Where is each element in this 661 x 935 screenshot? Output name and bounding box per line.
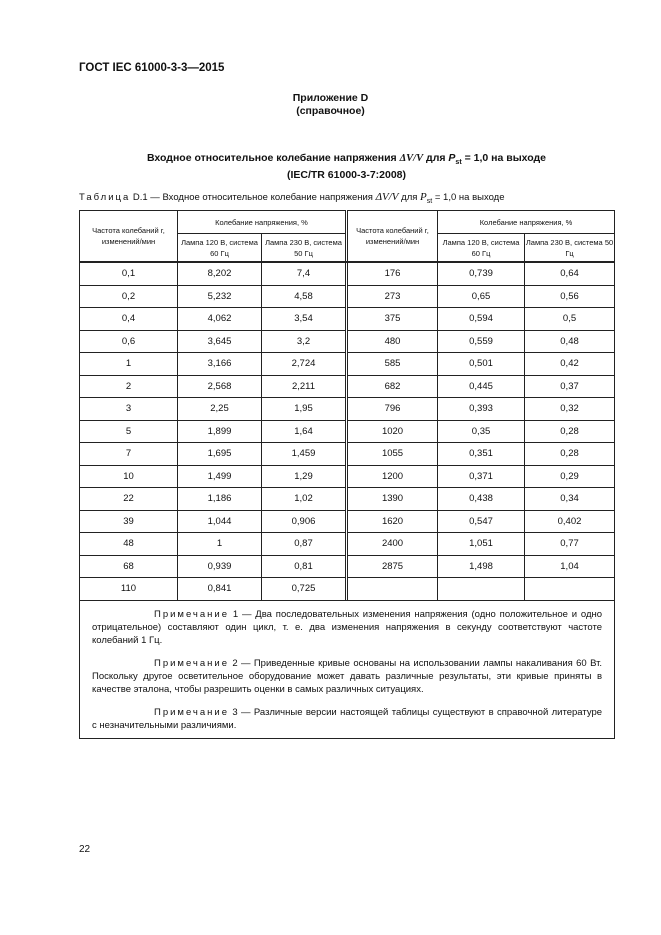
table-row [80, 465, 615, 488]
cell-frequency-right: 796 [348, 398, 438, 421]
cell-frequency-right: 480 [348, 330, 438, 353]
table-row [80, 285, 615, 308]
cell-frequency-left: 5 [80, 420, 178, 443]
cell-lamp120-right: 0,547 [438, 510, 525, 533]
cell-lamp120-right: 0,594 [438, 308, 525, 331]
cell-lamp120-right: 0,35 [438, 420, 525, 443]
cell-lamp120-left: 1,695 [178, 443, 262, 466]
cell-lamp230-right: 0,64 [525, 262, 615, 285]
cell-lamp230-right: 0,42 [525, 353, 615, 376]
cell-frequency-left: 10 [80, 465, 178, 488]
header-frequency-left: Частота колебаний r, изменений/мин [80, 211, 178, 263]
cell-frequency-left: 3 [80, 398, 178, 421]
cell-lamp120-right [438, 578, 525, 601]
cell-lamp230-right [525, 578, 615, 601]
cell-lamp120-right: 1,051 [438, 533, 525, 556]
cell-frequency-right: 1055 [348, 443, 438, 466]
cell-lamp230-left: 1,95 [262, 398, 346, 421]
cell-lamp230-left: 3,2 [262, 330, 346, 353]
cell-frequency-left: 22 [80, 488, 178, 511]
cell-lamp120-right: 0,501 [438, 353, 525, 376]
cell-frequency-left: 48 [80, 533, 178, 556]
annex-title: Приложение D [292, 92, 369, 104]
cell-frequency-right: 1620 [348, 510, 438, 533]
cell-lamp120-left: 8,202 [178, 262, 262, 285]
annex-subject-title [79, 152, 614, 182]
cell-lamp120-right: 0,559 [438, 330, 525, 353]
cell-lamp230-left: 1,459 [262, 443, 346, 466]
header-lamp120-left: Лампа 120 В, система 60 Гц [178, 234, 262, 263]
header-lamp230-right: Лампа 230 В, система 50 Гц [525, 234, 615, 263]
table-row [80, 330, 615, 353]
cell-lamp230-right: 0,32 [525, 398, 615, 421]
title-line-1: Входное относительное колебание напряжения ΔV/V для $P_{st} = 1,0$ на выходе [146, 152, 547, 167]
cell-lamp230-left: 4,58 [262, 285, 346, 308]
cell-frequency-left: 110 [80, 578, 178, 601]
cell-frequency-left: 2 [80, 375, 178, 398]
cell-lamp230-left: 2,724 [262, 353, 346, 376]
cell-frequency-right: 2400 [348, 533, 438, 556]
cell-lamp120-left: 1,499 [178, 465, 262, 488]
header-group-left: Колебание напряжения, % [178, 211, 346, 234]
cell-lamp120-right: 0,393 [438, 398, 525, 421]
cell-lamp230-right: 0,77 [525, 533, 615, 556]
cell-frequency-left: 0,1 [80, 262, 178, 285]
title-line-2: (IEC/TR 61000-3-7:2008) [286, 169, 407, 182]
cell-lamp120-left: 2,568 [178, 375, 262, 398]
note-3: Примечание 3 — Различные версии настоящей таблицы существуют в справочной литературе с незначительными различиями. [92, 706, 603, 731]
table-row [80, 533, 615, 556]
cell-frequency-left: 68 [80, 555, 178, 578]
cell-lamp120-right: 0,371 [438, 465, 525, 488]
cell-lamp230-right: 0,5 [525, 308, 615, 331]
cell-lamp120-left: 5,232 [178, 285, 262, 308]
flicker-table [79, 210, 615, 739]
cell-frequency-left: 1 [80, 353, 178, 376]
cell-lamp230-right: 0,37 [525, 375, 615, 398]
cell-lamp230-right: 0,29 [525, 465, 615, 488]
cell-lamp230-left: 1,02 [262, 488, 346, 511]
table-row [80, 308, 615, 331]
cell-lamp120-left: 1,899 [178, 420, 262, 443]
cell-frequency-left: 0,6 [80, 330, 178, 353]
cell-frequency-right: 1200 [348, 465, 438, 488]
cell-lamp120-left: 0,841 [178, 578, 262, 601]
header-lamp120-right: Лампа 120 В, система 60 Гц [438, 234, 525, 263]
cell-lamp120-right: 1,498 [438, 555, 525, 578]
cell-frequency-left: 0,4 [80, 308, 178, 331]
header-group-right: Колебание напряжения, % [438, 211, 615, 234]
table-row [80, 578, 615, 601]
cell-frequency-right: 273 [348, 285, 438, 308]
cell-lamp230-right: 0,28 [525, 420, 615, 443]
table-row [80, 443, 615, 466]
cell-frequency-right: 375 [348, 308, 438, 331]
note-1: Примечание 1 — Два последовательных изменения напряжения (одно положительное и одно отрицательное) составляют один цикл, т. е. два изменения напряжения в секунду соответствуют частоте колебаний 1 Гц. [92, 608, 603, 646]
cell-lamp230-right: 0,56 [525, 285, 615, 308]
cell-lamp120-left: 3,166 [178, 353, 262, 376]
table-notes [80, 600, 615, 738]
cell-lamp230-left: 7,4 [262, 262, 346, 285]
cell-lamp120-left: 0,939 [178, 555, 262, 578]
cell-lamp120-right: 0,351 [438, 443, 525, 466]
cell-lamp230-right: 1,04 [525, 555, 615, 578]
cell-frequency-right: 1020 [348, 420, 438, 443]
cell-lamp230-right: 0,34 [525, 488, 615, 511]
cell-lamp120-left: 1 [178, 533, 262, 556]
cell-lamp230-left: 0,725 [262, 578, 346, 601]
cell-lamp120-right: 0,438 [438, 488, 525, 511]
table-row [80, 262, 615, 285]
cell-lamp230-left: 1,64 [262, 420, 346, 443]
table-row [80, 420, 615, 443]
cell-lamp230-left: 3,54 [262, 308, 346, 331]
cell-lamp120-right: 0,65 [438, 285, 525, 308]
table-row [80, 555, 615, 578]
cell-lamp230-left: 1,29 [262, 465, 346, 488]
cell-lamp230-left: 0,906 [262, 510, 346, 533]
page-number: 22 [79, 844, 91, 855]
cell-lamp230-right: 0,28 [525, 443, 615, 466]
cell-frequency-right: 2875 [348, 555, 438, 578]
standard-designation: ГОСТ IEC 61000-3-3—2015 [79, 62, 225, 74]
cell-lamp230-right: 0,402 [525, 510, 615, 533]
cell-lamp230-left: 2,211 [262, 375, 346, 398]
cell-lamp230-left: 0,81 [262, 555, 346, 578]
note-2: Примечание 2 — Приведенные кривые основаны на использовании лампы накаливания 60 Вт. Поскольку другое осветительное оборудование может давать различные результаты, эти кривые приняты в качестве эталона, чтобы разрешить оценки в самых различных ситуациях. [92, 657, 603, 695]
annex-heading [0, 92, 661, 118]
table-row [80, 488, 615, 511]
table-caption: Таблица D.1 — Входное относительное колебание напряжения ΔV/V для $P_{st} = 1,0$ на выходе [79, 191, 505, 205]
cell-lamp120-left: 3,645 [178, 330, 262, 353]
cell-lamp120-left: 4,062 [178, 308, 262, 331]
cell-frequency-left: 39 [80, 510, 178, 533]
cell-lamp120-left: 2,25 [178, 398, 262, 421]
cell-frequency-left: 0,2 [80, 285, 178, 308]
cell-lamp120-left: 1,044 [178, 510, 262, 533]
annex-type: (справочное) [296, 105, 365, 117]
table-row [80, 375, 615, 398]
cell-frequency-right [348, 578, 438, 601]
header-lamp230-left: Лампа 230 В, система 50 Гц [262, 234, 346, 263]
table-row [80, 398, 615, 421]
cell-frequency-right: 1390 [348, 488, 438, 511]
cell-lamp120-left: 1,186 [178, 488, 262, 511]
cell-lamp230-right: 0,48 [525, 330, 615, 353]
cell-lamp120-right: 0,739 [438, 262, 525, 285]
cell-lamp120-right: 0,445 [438, 375, 525, 398]
cell-frequency-right: 682 [348, 375, 438, 398]
cell-frequency-right: 176 [348, 262, 438, 285]
cell-frequency-left: 7 [80, 443, 178, 466]
table-row [80, 510, 615, 533]
cell-frequency-right: 585 [348, 353, 438, 376]
table-row [80, 353, 615, 376]
table-body [80, 262, 615, 600]
header-frequency-right: Частота колебаний r, изменений/мин [348, 211, 438, 263]
cell-lamp230-left: 0,87 [262, 533, 346, 556]
